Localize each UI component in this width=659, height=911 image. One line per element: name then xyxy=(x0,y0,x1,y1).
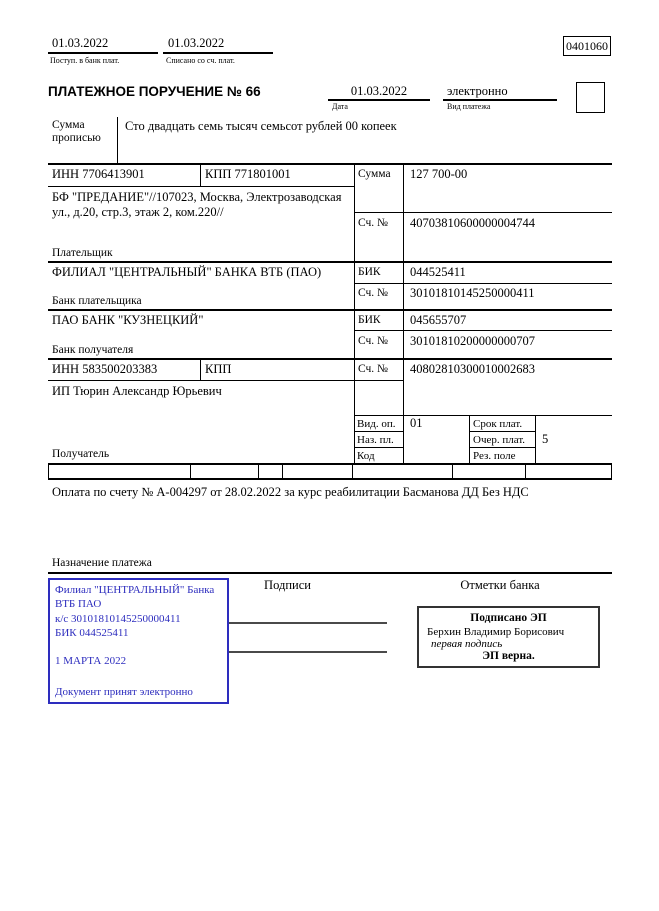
divider xyxy=(48,572,612,574)
signature-line-2 xyxy=(229,651,387,653)
table-line xyxy=(469,447,535,448)
payer-name: БФ "ПРЕДАНИЕ"//107023, Москва, Электрозаводская ул., д.20, стр.3, этаж 2, ком.220// xyxy=(52,190,342,219)
table-line xyxy=(535,415,536,463)
divider xyxy=(163,52,273,54)
amount-words-label: Сумма прописью xyxy=(52,119,101,144)
payer-kpp: КПП 771801001 xyxy=(205,167,291,181)
stamp-bank-name-line1: Филиал "ЦЕНТРАЛЬНЫЙ" Банка xyxy=(55,584,215,596)
page-title: ПЛАТЕЖНОЕ ПОРУЧЕНИЕ № 66 xyxy=(48,84,261,99)
payee-bank-label: Банк получателя xyxy=(52,344,134,356)
table-line xyxy=(48,163,612,165)
table-line xyxy=(258,463,259,478)
payee-label: Получатель xyxy=(52,448,110,460)
payer-bank-bik-value: 044525411 xyxy=(410,265,466,279)
op-type-label: Вид. оп. xyxy=(357,418,396,430)
payer-bank-account-label: Сч. № xyxy=(358,287,389,299)
purpose-code-label: Наз. пл. xyxy=(357,434,394,446)
payer-account-label: Сч. № xyxy=(358,217,389,229)
code-label: Код xyxy=(357,450,375,462)
payment-type-checkbox xyxy=(576,82,605,113)
divider xyxy=(443,99,557,101)
table-line xyxy=(190,463,191,478)
payment-type-value: электронно xyxy=(447,84,508,98)
table-line xyxy=(200,163,201,186)
amount-words-value: Сто двадцать семь тысяч семьсот рублей 00 копеек xyxy=(125,119,397,133)
divider xyxy=(48,52,158,54)
payee-name: ИП Тюрин Александр Юрьевич xyxy=(52,384,222,398)
table-line xyxy=(48,463,49,478)
table-line xyxy=(354,415,612,416)
payer-bank-account-value: 30101810145250000411 xyxy=(410,286,535,300)
form-code: 0401060 xyxy=(566,38,608,53)
payment-purpose-text: Оплата по счету № А-004297 от 28.02.2022 за курс реабилитации Басманова ДД Без НДС xyxy=(52,485,529,499)
esign-verified: ЭП верна. xyxy=(482,650,535,662)
table-line xyxy=(354,212,612,213)
doc-date-label: Дата xyxy=(332,102,348,111)
stamp-bank-name-line2: ВТБ ПАО xyxy=(55,598,102,611)
signatures-heading: Подписи xyxy=(264,578,311,592)
payee-account-value: 40802810300010002683 xyxy=(410,362,535,376)
reserve-field-label: Рез. поле xyxy=(473,450,516,462)
payee-inn: ИНН 583500203383 xyxy=(52,362,158,376)
payee-bank-account-label: Сч. № xyxy=(358,335,389,347)
esign-title: Подписано ЭП xyxy=(470,612,547,624)
payment-type-label: Вид платежа xyxy=(447,102,491,111)
stamp-spacer xyxy=(55,640,222,654)
table-line xyxy=(452,463,453,478)
received-label: Поступ. в банк плат. xyxy=(50,56,120,65)
payer-bank-bik-label: БИК xyxy=(358,266,381,278)
stamp-footer: Документ принят электронно xyxy=(55,685,193,698)
table-line xyxy=(354,283,612,284)
table-line xyxy=(48,309,612,311)
form-code-box xyxy=(563,36,611,56)
stamp-bik: БИК 044525411 xyxy=(55,626,129,639)
table-line xyxy=(525,463,526,478)
signature-line-1 xyxy=(229,622,387,624)
payer-bank-label: Банк плательщика xyxy=(52,295,142,307)
payee-bank-bik-label: БИК xyxy=(358,314,381,326)
due-date-label: Срок плат. xyxy=(473,418,523,430)
table-line xyxy=(354,163,355,463)
table-line xyxy=(354,431,403,432)
doc-date: 01.03.2022 xyxy=(350,84,408,98)
stamp-date: 1 МАРТА 2022 xyxy=(55,655,127,668)
esign-signer-name: Берхин Владимир Борисович xyxy=(427,626,565,638)
payee-bank-account-value: 30101810200000000707 xyxy=(410,334,535,348)
payment-purpose-label: Назначение платежа xyxy=(52,557,152,569)
stamp-corr-account: к/с 30101810145250000411 xyxy=(55,612,181,625)
bank-stamp xyxy=(48,578,229,704)
table-line xyxy=(469,415,470,463)
table-line xyxy=(469,431,535,432)
esign-signer-role: первая подпись xyxy=(431,638,503,650)
table-line xyxy=(354,330,612,331)
table-line xyxy=(48,380,403,381)
table-line xyxy=(354,447,403,448)
table-line xyxy=(48,186,354,187)
priority-value: 5 xyxy=(542,432,549,446)
divider xyxy=(328,99,430,101)
table-line xyxy=(352,463,353,478)
received-date: 01.03.2022 xyxy=(52,36,109,50)
payer-account-value: 40703810600000004744 xyxy=(410,216,535,230)
debited-date: 01.03.2022 xyxy=(168,36,225,50)
table-line xyxy=(48,261,612,263)
divider xyxy=(117,117,118,163)
debited-label: Списано со сч. плат. xyxy=(166,56,235,65)
payee-kpp: КПП xyxy=(205,362,232,376)
payer-bank-name: ФИЛИАЛ "ЦЕНТРАЛЬНЫЙ" БАНКА ВТБ (ПАО) xyxy=(52,265,322,279)
esign-box xyxy=(417,606,600,668)
table-line xyxy=(611,463,612,478)
table-line xyxy=(48,358,612,360)
payer-inn: ИНН 7706413901 xyxy=(52,167,145,181)
table-line xyxy=(48,463,612,465)
table-line xyxy=(403,163,404,463)
payee-account-label: Сч. № xyxy=(358,363,389,375)
priority-label: Очер. плат. xyxy=(473,434,526,446)
table-line xyxy=(282,463,283,478)
table-line xyxy=(200,358,201,380)
bank-marks-heading: Отметки банка xyxy=(460,578,540,592)
payer-label: Плательщик xyxy=(52,247,113,259)
sum-value: 127 700-00 xyxy=(410,167,468,181)
table-line xyxy=(48,478,612,480)
sum-label: Сумма xyxy=(358,168,391,180)
payee-bank-bik-value: 045655707 xyxy=(410,313,467,327)
payee-bank-name: ПАО БАНК "КУЗНЕЦКИЙ" xyxy=(52,313,204,327)
op-type-value: 01 xyxy=(410,416,423,430)
